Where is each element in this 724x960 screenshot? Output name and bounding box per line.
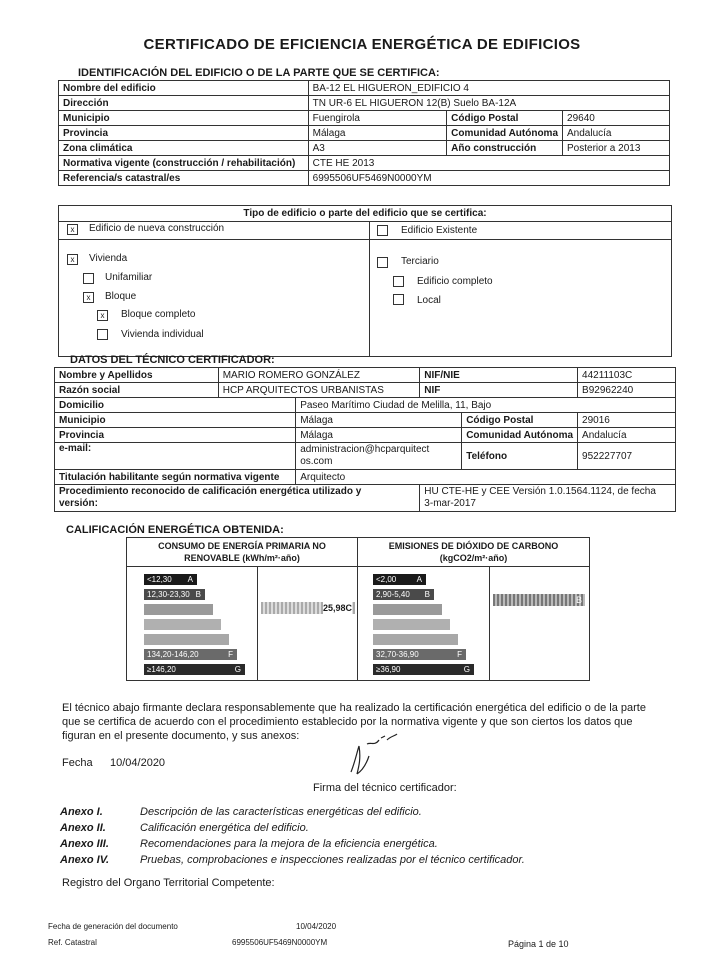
anexo-text: Recomendaciones para la mejora de la eficiencia energética. — [140, 838, 438, 850]
tec-titulacion-value: Arquitecto — [296, 470, 676, 485]
vivienda-individual-checkbox[interactable] — [97, 329, 108, 340]
tipo-heading: Tipo de edificio o parte del edificio que se certifica: — [59, 206, 671, 222]
direccion-value: TN UR-6 EL HIGUERON 12(B) Suelo BA-12A — [308, 96, 669, 111]
vivienda-individual-label: Vivienda individual — [121, 329, 204, 340]
ref-value: 6995506UF5469N0000YM — [308, 171, 669, 186]
terciario-checkbox[interactable] — [377, 257, 388, 268]
emisiones-band-label: ≥36,90 — [376, 665, 401, 674]
footer-ref-value: 6995506UF5469N0000YM — [232, 938, 328, 947]
cp-value: 29640 — [563, 111, 670, 126]
consumo-band — [144, 604, 213, 615]
tec-nombre-label: Nombre y Apellidos — [55, 368, 219, 383]
anexo-label: Anexo IV. — [60, 854, 110, 866]
tec-razon-label: Razón social — [55, 383, 219, 398]
tec-cp-value: 29016 — [578, 413, 676, 428]
registro-label: Registro del Organo Territorial Competente: — [62, 877, 275, 889]
consumo-band-letter: A — [187, 575, 193, 584]
consumo-band-label: 12,30-23,30 — [147, 590, 190, 599]
ident-table — [58, 80, 670, 186]
edificio-completo-checkbox[interactable] — [393, 276, 404, 287]
firma-label: Firma del técnico certificador: — [313, 782, 457, 794]
unifamiliar-checkbox[interactable] — [83, 273, 94, 284]
tec-domicilio-label: Domicilio — [55, 398, 296, 413]
fecha-value: 10/04/2020 — [110, 757, 166, 769]
tecnico-heading: DATOS DEL TÉCNICO CERTIFICADOR: — [70, 354, 275, 366]
tec-municipio-label: Municipio — [55, 413, 296, 428]
nueva-checkbox[interactable]: x — [67, 224, 78, 235]
declaracion-text: El técnico abajo firmante declara responsablemente que ha realizado la certificación energética del edificio o de la parte que se certifica de acuerdo con el procedimiento establecido por la normativa vigente y que son ciertos los datos que figuran en el presente documento, y sus anexos: — [62, 702, 646, 742]
consumo-header: CONSUMO DE ENERGÍA PRIMARIA NO RENOVABLE (kWh/m²·año) — [158, 541, 326, 563]
edificio-completo-label: Edificio completo — [417, 276, 493, 287]
zona-label: Zona climática — [59, 141, 309, 156]
consumo-band — [144, 634, 229, 645]
tec-razon-value: HCP ARQUITECTOS URBANISTAS — [218, 383, 420, 398]
fecha-label: Fecha — [62, 757, 93, 769]
bloque-label: Bloque — [105, 291, 137, 302]
emisiones-indicator — [493, 594, 585, 606]
consumo-indicator — [261, 602, 355, 614]
tec-telefono-value: 952227707 — [578, 443, 676, 470]
emisiones-band — [373, 589, 434, 600]
tec-ca-label: Comunidad Autónoma — [462, 428, 578, 443]
zona-value: A3 — [308, 141, 447, 156]
terciario-label: Terciario — [401, 256, 439, 267]
bloque-completo-label: Bloque completo — [121, 309, 196, 320]
page-number: Página 1 de 10 — [508, 939, 569, 949]
consumo-band — [144, 589, 205, 600]
tec-nif-label: NIF/NIE — [420, 368, 578, 383]
consumo-band — [144, 619, 221, 630]
tec-email-label: e-mail: — [55, 443, 296, 470]
emisiones-header: EMISIONES DE DIÓXIDO DE CARBONO (kgCO2/m²·año) — [388, 541, 559, 563]
tec-ca-value: Andalucía — [578, 428, 676, 443]
ref-label: Referencia/s catastral/es — [59, 171, 309, 186]
emisiones-band — [373, 649, 466, 660]
emisiones-band-letter: F — [457, 650, 462, 659]
emisiones-band-label: <2,00 — [376, 575, 397, 584]
emisiones-band — [373, 604, 442, 615]
tec-provincia-value: Málaga — [296, 428, 462, 443]
anio-label: Año construcción — [447, 141, 563, 156]
anexo-label: Anexo I. — [60, 806, 103, 818]
nombre-label: Nombre del edificio — [59, 81, 309, 96]
tec-nif2-label: NIF — [420, 383, 578, 398]
tec-nombre-value: MARIO ROMERO GONZÁLEZ — [218, 368, 420, 383]
consumo-band-letter: G — [234, 665, 241, 674]
ca-value: Andalucía — [563, 126, 670, 141]
normativa-value: CTE HE 2013 — [308, 156, 669, 171]
tec-provincia-label: Provincia — [55, 428, 296, 443]
consumo-band — [144, 649, 237, 660]
anexo-text: Calificación energética del edificio. — [140, 822, 309, 834]
tec-proc-value: HU CTE-HE y CEE Versión 1.0.1564.1124, de fecha 3-mar-2017 — [420, 485, 676, 512]
tec-municipio-value: Málaga — [296, 413, 462, 428]
tec-email-value: administracion@hcparquitect os.com — [296, 443, 462, 470]
tec-titulacion-label: Titulación habilitante según normativa vigente — [55, 470, 296, 485]
emisiones-band-letter: A — [416, 575, 422, 584]
consumo-band — [144, 574, 197, 585]
tec-domicilio-value: Paseo Marítimo Ciudad de Melilla, 11, Bajo — [296, 398, 676, 413]
consumo-band-letter: B — [195, 590, 201, 599]
emisiones-band — [373, 664, 474, 675]
normativa-label: Normativa vigente (construcción / rehabilitación) — [59, 156, 309, 171]
nueva-label: Edificio de nueva construcción — [89, 223, 225, 234]
tec-cp-label: Código Postal — [462, 413, 578, 428]
emisiones-band-letter: G — [463, 665, 470, 674]
existente-label: Edificio Existente — [401, 225, 478, 236]
bloque-checkbox[interactable]: x — [83, 292, 94, 303]
tipo-box — [58, 205, 672, 357]
emisiones-band — [373, 634, 458, 645]
cp-label: Código Postal — [447, 111, 563, 126]
anexo-label: Anexo II. — [60, 822, 106, 834]
emisiones-band-label: 2,90-5,40 — [376, 590, 410, 599]
local-label: Local — [417, 295, 441, 306]
emisiones-band-letter: B — [424, 590, 430, 599]
emisiones-band-label: 32,70-36,90 — [376, 650, 419, 659]
consumo-band-label: 134,20-146,20 — [147, 650, 199, 659]
tecnico-table — [54, 367, 676, 512]
provincia-value: Málaga — [308, 126, 447, 141]
local-checkbox[interactable] — [393, 294, 404, 305]
tec-telefono-label: Teléfono — [462, 443, 578, 470]
footer-ref-label: Ref. Catastral — [48, 938, 97, 947]
consumo-band — [144, 664, 245, 675]
calif-heading: CALIFICACIÓN ENERGÉTICA OBTENIDA: — [66, 524, 284, 536]
bloque-completo-checkbox[interactable]: x — [97, 310, 108, 321]
calif-box — [126, 537, 590, 681]
provincia-label: Provincia — [59, 126, 309, 141]
unifamiliar-label: Unifamiliar — [105, 272, 153, 283]
nombre-value: BA-12 EL HIGUERON_EDIFICIO 4 — [308, 81, 669, 96]
footer-fecha-value: 10/04/2020 — [296, 922, 337, 931]
ident-heading: IDENTIFICACIÓN DEL EDIFICIO O DE LA PARTE QUE SE CERTIFICA: — [78, 67, 440, 79]
consumo-band-letter: F — [228, 650, 233, 659]
signature-icon — [345, 732, 405, 780]
consumo-result: 25,98C — [322, 603, 352, 613]
document-title: CERTIFICADO DE EFICIENCIA ENERGÉTICA DE EDIFICIOS — [143, 36, 581, 53]
vivienda-checkbox[interactable]: x — [67, 254, 78, 265]
vivienda-label: Vivienda — [89, 253, 128, 264]
consumo-band-label: <12,30 — [147, 575, 172, 584]
consumo-band-label: ≥146,20 — [147, 665, 176, 674]
emisiones-result: B — [575, 595, 582, 605]
emisiones-band — [373, 619, 450, 630]
anexo-text: Descripción de las características energéticas del edificio. — [140, 806, 422, 818]
direccion-label: Dirección — [59, 96, 309, 111]
ca-label: Comunidad Autónoma — [447, 126, 563, 141]
tec-proc-label: Procedimiento reconocido de calificación energética utilizado y versión: — [55, 485, 420, 512]
anexo-label: Anexo III. — [60, 838, 109, 850]
municipio-label: Municipio — [59, 111, 309, 126]
tec-nif2-value: B92962240 — [578, 383, 676, 398]
existente-checkbox[interactable] — [377, 225, 388, 236]
anio-value: Posterior a 2013 — [563, 141, 670, 156]
anexo-text: Pruebas, comprobaciones e inspecciones realizadas por el técnico certificador. — [140, 854, 525, 866]
emisiones-band — [373, 574, 426, 585]
footer-fecha-label: Fecha de generación del documento — [48, 922, 178, 931]
tec-nif-value: 44211103C — [578, 368, 676, 383]
municipio-value: Fuengirola — [308, 111, 447, 126]
